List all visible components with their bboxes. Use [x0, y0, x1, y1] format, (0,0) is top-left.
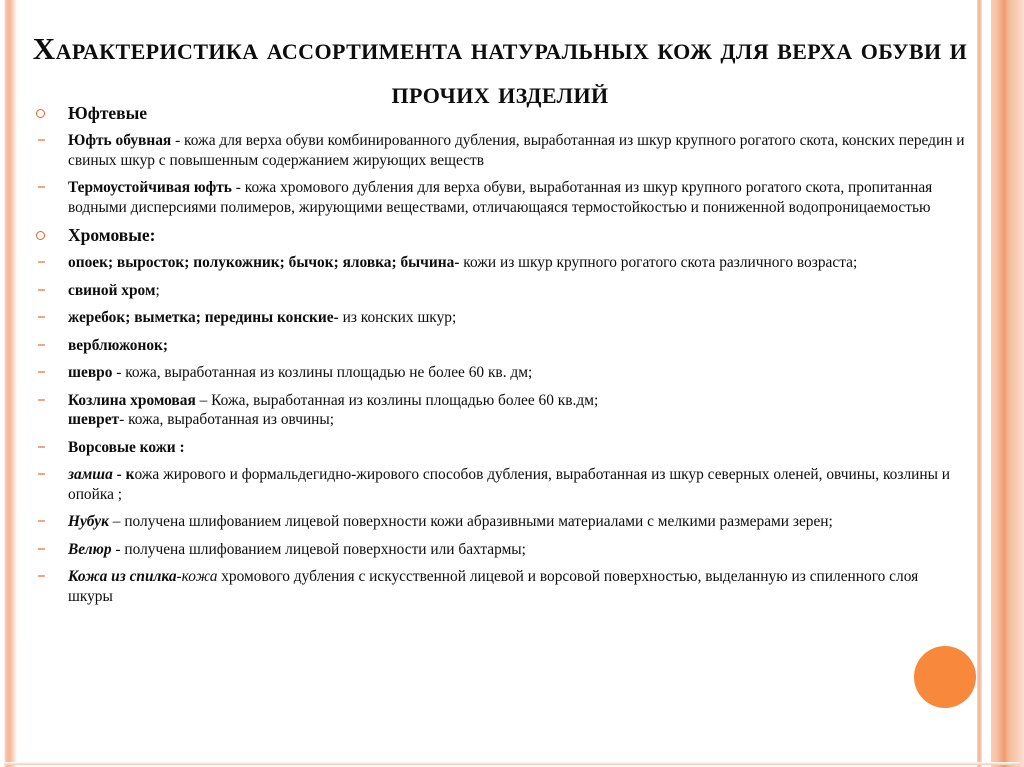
bullet-item-text [68, 336, 966, 356]
text-run: Кожа из спилка [68, 568, 177, 585]
bullet-list [36, 103, 966, 614]
dash-bullet-icon [36, 336, 58, 356]
bullet-item-text [68, 131, 966, 170]
text-run: из конских шкур; [338, 309, 457, 326]
text-run: - кожа, выработанная из козлины площадью не более 60 кв. дм; [112, 364, 533, 381]
dash-glyph [38, 139, 45, 141]
left-decorative-border [4, 0, 17, 767]
bullet-item-level-2 [36, 281, 966, 301]
dash-glyph [38, 399, 45, 401]
text-run: кожи из шкур крупного рогатого скота различного возраста; [459, 254, 858, 271]
bullet-item-level-1 [36, 225, 966, 246]
dash-glyph [38, 344, 45, 346]
text-run: - кожа хромового дубления для верха обуви, выработанная из шкур крупного рогатого скота, пропитанная водными дисперсиями полимеров, жирующими веществами, отличающаяся термостойкостью и пониженной водопроницаемостью [68, 179, 933, 216]
bullet-item-level-2 [36, 567, 966, 606]
dash-glyph [38, 520, 45, 522]
text-run: верблюжонок; [68, 336, 169, 354]
hollow-circle-glyph [36, 109, 45, 118]
bullet-item-text [68, 512, 966, 532]
text-run: ; [155, 281, 160, 299]
bullet-item-level-2 [36, 438, 966, 458]
bullet-item-text [68, 253, 966, 273]
text-run: шеврет [68, 411, 120, 428]
bullet-item-level-2 [36, 253, 966, 273]
dash-glyph [38, 446, 45, 448]
text-run: Юфтевые [68, 103, 148, 123]
text-run: Термоустойчивая юфть [68, 179, 232, 196]
text-run: опоек; выросток; полукожник; бычок; яловка; бычина- [68, 254, 460, 271]
dash-bullet-icon [36, 438, 58, 458]
hollow-circle-glyph [36, 231, 45, 240]
bullet-item-level-2 [36, 391, 966, 430]
text-run: - получена шлифованием лицевой поверхности или бахтармы; [111, 540, 526, 558]
dash-glyph [38, 261, 45, 263]
bullet-item-level-2 [36, 336, 966, 356]
bullet-item-level-2 [36, 512, 966, 532]
text-run: – получена шлифованием лицевой поверхности кожи абразивными материалами с мелкими размерами зерен; [108, 513, 833, 530]
bullet-item-text [68, 391, 966, 430]
bullet-item-level-2 [36, 178, 966, 217]
dash-bullet-icon [36, 512, 58, 532]
bullet-item-level-1 [36, 103, 966, 124]
text-run: Нубук [68, 513, 109, 530]
text-run: Козлина хромовая [68, 391, 196, 409]
dash-bullet-icon [36, 308, 58, 328]
dash-glyph [38, 473, 45, 475]
hollow-circle-bullet-icon [36, 225, 58, 246]
dash-bullet-icon [36, 253, 58, 273]
bullet-item-level-2 [36, 540, 966, 560]
bullet-item-text [68, 103, 147, 123]
text-run: свиной хром [68, 281, 156, 299]
text-run: -кожа [176, 568, 218, 585]
bullet-item-text [68, 308, 966, 328]
text-run: Велюр [68, 540, 112, 558]
right-thin-decorative-border [977, 0, 982, 767]
dash-glyph [38, 316, 45, 318]
bullet-item-level-2 [36, 363, 966, 383]
bullet-item-text [68, 540, 966, 560]
right-wide-decorative-border [991, 0, 1024, 767]
dash-bullet-icon [36, 363, 58, 383]
page-title: Характеристика ассортимента натуральных кож для верха обуви и прочих изделий [32, 30, 968, 110]
text-run: Хромовые: [68, 225, 156, 245]
text-run: шевро [68, 364, 113, 381]
text-run: Юфть обувная [68, 132, 172, 149]
dash-bullet-icon [36, 465, 58, 485]
dash-glyph [38, 289, 45, 291]
text-run: - кожа, выработанная из овчины; [119, 411, 335, 428]
dash-bullet-icon [36, 131, 58, 151]
dash-bullet-icon [36, 391, 58, 411]
bullet-item-text [68, 465, 966, 504]
bullet-item-text [68, 281, 966, 301]
bullet-item-level-2 [36, 131, 966, 170]
dash-glyph [38, 371, 45, 373]
hollow-circle-bullet-icon [36, 103, 58, 124]
bullet-item-text [68, 225, 156, 245]
text-run: - к [112, 466, 135, 483]
orange-circle-decoration [914, 646, 976, 708]
dash-bullet-icon [36, 567, 58, 587]
text-run: ожа жирового и формальдегидно-жирового способов дубления, выработанная из шкур северных оленей, овчины, козлины и опойка ; [68, 466, 951, 503]
text-run: жеребок; выметка; передины конские- [68, 309, 339, 326]
text-run: хромового дубления с искусственной лицевой и ворсовой поверхностью, выделанную из спиленного слоя шкуры [68, 568, 919, 605]
bullet-item-level-2 [36, 308, 966, 328]
text-run: Ворсовые кожи : [68, 438, 185, 456]
bullet-item-text [68, 178, 966, 217]
bullet-item-text [68, 438, 966, 458]
dash-glyph [38, 575, 45, 577]
dash-glyph [38, 186, 45, 188]
bullet-item-text [68, 567, 966, 606]
text-run: – Кожа, выработанная из козлины площадью более 60 кв.дм; [195, 391, 599, 409]
dash-bullet-icon [36, 178, 58, 198]
text-run: замша [68, 466, 113, 483]
bottom-decorative-border [4, 762, 1020, 765]
bullet-item-text [68, 363, 966, 383]
dash-glyph [38, 548, 45, 550]
bullet-item-level-2 [36, 465, 966, 504]
dash-bullet-icon [36, 540, 58, 560]
text-run: - кожа для верха обуви комбинированного дубления, выработанная из шкур крупного рогатого скота, конских передин и свиных шкур с повышенным содержанием жирующих веществ [68, 132, 965, 169]
dash-bullet-icon [36, 281, 58, 301]
